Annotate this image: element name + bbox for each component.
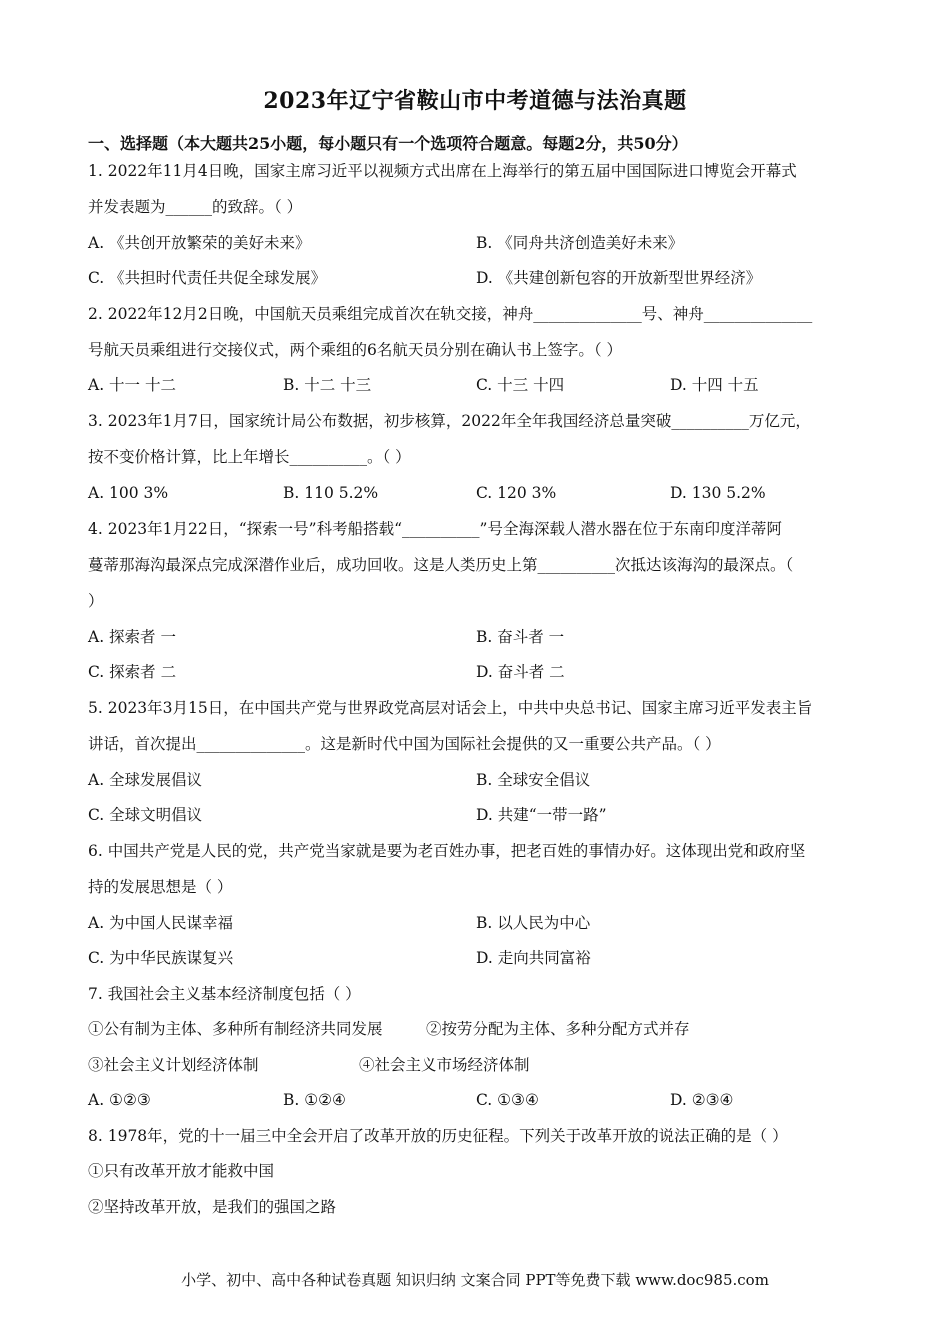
question-1-option-c: C. 《共担时代责任共促全球发展》 bbox=[88, 269, 327, 287]
question-3-option-d: D. 130 5.2% bbox=[670, 484, 766, 502]
question-1-stem-line-2: 并发表题为______的致辞。（ ） bbox=[88, 198, 303, 216]
question-3-stem-line-1: 3. 2023年1月7日，国家统计局公布数据，初步核算，2022年全年我国经济总量突破__________万亿元， bbox=[88, 412, 811, 430]
page-title: 2023年辽宁省鞍山市中考道德与法治真题 bbox=[263, 88, 687, 114]
question-6-stem-line-2: 持的发展思想是（ ） bbox=[88, 878, 233, 896]
question-6-stem-line-1: 6. 中国共产党是人民的党，共产党当家就是要为老百姓办事，把老百姓的事情办好。这体现出党和政府坚 bbox=[88, 842, 806, 860]
question-5-option-a: A. 全球发展倡议 bbox=[88, 771, 203, 789]
question-4-stem-line-2: 蔓蒂那海沟最深点完成深潜作业后，成功回收。这是人类历史上第__________次抵达该海沟的最深点。（ bbox=[88, 556, 794, 574]
question-6-option-b: B. 以人民为中心 bbox=[476, 914, 591, 932]
question-1-stem-line-1: 1. 2022年11月4日晚，国家主席习近平以视频方式出席在上海举行的第五届中国国际进口博览会开幕式 bbox=[88, 162, 797, 180]
question-6-option-c: C. 为中华民族谋复兴 bbox=[88, 949, 234, 967]
question-7-option-d: D. ②③④ bbox=[670, 1091, 734, 1109]
question-8-item-1: ①只有改革开放才能救中国 bbox=[88, 1162, 275, 1180]
question-1-option-b: B. 《同舟共济创造美好未来》 bbox=[476, 234, 684, 252]
question-5-option-b: B. 全球安全倡议 bbox=[476, 771, 591, 789]
question-4-stem-line-1: 4. 2023年1月22日，“探索一号”科考船搭载“__________”号全海深载人潜水器在位于东南印度洋蒂阿 bbox=[88, 520, 782, 538]
question-8-item-2: ②坚持改革开放，是我们的强国之路 bbox=[88, 1198, 337, 1216]
question-7-option-b: B. ①②④ bbox=[283, 1091, 346, 1109]
question-3-option-b: B. 110 5.2% bbox=[283, 484, 379, 502]
question-2-stem-line-2: 号航天员乘组进行交接仪式，两个乘组的6名航天员分别在确认书上签字。（ ） bbox=[88, 341, 623, 359]
question-5-option-d: D. 共建“一带一路” bbox=[476, 806, 607, 824]
question-8-stem: 8. 1978年，党的十一届三中全会开启了改革开放的历史征程。下列关于改革开放的说法正确的是（ ） bbox=[88, 1127, 788, 1145]
question-3-stem-line-2: 按不变价格计算，比上年增长__________。（ ） bbox=[88, 448, 411, 466]
question-7-item-4: ④社会主义市场经济体制 bbox=[359, 1056, 530, 1074]
question-7-stem: 7. 我国社会主义基本经济制度包括（ ） bbox=[88, 985, 361, 1003]
question-4-option-b: B. 奋斗者 一 bbox=[476, 628, 565, 646]
question-5-stem-line-2: 讲话，首次提出______________。这是新时代中国为国际社会提供的又一重要公共产品。（ ） bbox=[88, 735, 721, 753]
question-7-item-3: ③社会主义计划经济体制 bbox=[88, 1056, 259, 1074]
question-7-item-2: ②按劳分配为主体、多种分配方式并存 bbox=[426, 1020, 690, 1038]
question-1-option-a: A. 《共创开放繁荣的美好未来》 bbox=[88, 234, 311, 252]
question-5-stem-line-1: 5. 2023年3月15日，在中国共产党与世界政党高层对话会上，中共中央总书记、国家主席习近平发表主旨 bbox=[88, 699, 813, 717]
question-4-stem-line-3: ） bbox=[88, 592, 104, 610]
question-2-stem-line-1: 2. 2022年12月2日晚，中国航天员乘组完成首次在轨交接，神舟______________号、神舟______________ bbox=[88, 305, 813, 323]
question-4-option-d: D. 奋斗者 二 bbox=[476, 663, 565, 681]
question-6-option-a: A. 为中国人民谋幸福 bbox=[88, 914, 234, 932]
question-3-option-a: A. 100 3% bbox=[88, 484, 169, 502]
question-7-option-a: A. ①②③ bbox=[88, 1091, 151, 1109]
section-heading: 一、选择题（本大题共25小题，每小题只有一个选项符合题意。每题2分，共50分） bbox=[88, 134, 688, 153]
question-2-option-a: A. 十一 十二 bbox=[88, 376, 176, 394]
question-1-option-d: D. 《共建创新包容的开放新型世界经济》 bbox=[476, 269, 762, 287]
question-2-option-d: D. 十四 十五 bbox=[670, 376, 759, 394]
page-footer: 小学、初中、高中各种试卷真题 知识归纳 文案合同 PPT等免费下载 www.doc985.com bbox=[181, 1271, 769, 1289]
question-7-option-c: C. ①③④ bbox=[476, 1091, 539, 1109]
question-6-option-d: D. 走向共同富裕 bbox=[476, 949, 591, 967]
question-4-option-a: A. 探索者 一 bbox=[88, 628, 176, 646]
question-3-option-c: C. 120 3% bbox=[476, 484, 557, 502]
question-2-option-b: B. 十二 十三 bbox=[283, 376, 372, 394]
question-5-option-c: C. 全球文明倡议 bbox=[88, 806, 203, 824]
question-7-item-1: ①公有制为主体、多种所有制经济共同发展 bbox=[88, 1020, 383, 1038]
question-2-option-c: C. 十三 十四 bbox=[476, 376, 565, 394]
question-4-option-c: C. 探索者 二 bbox=[88, 663, 177, 681]
